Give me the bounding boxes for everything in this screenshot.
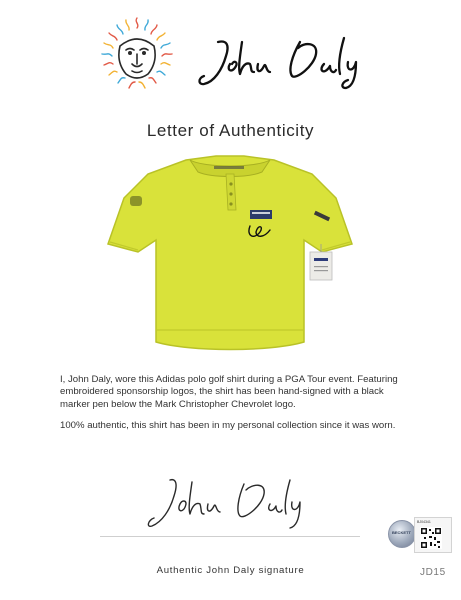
lion-face-icon — [96, 12, 178, 94]
letter-body — [60, 374, 405, 441]
body-paragraph-1: I, John Daly, wore this Adidas polo golf shirt during a PGA Tour event. Featuring embroidered sponsorship logos, the shirt has been hand-signed with a black marker pen below the Mark Christopher Chevrolet logo. — [60, 374, 398, 410]
body-paragraph-2: 100% authentic, this shirt has been in my personal collection since it was worn. — [60, 419, 396, 431]
signature-line — [100, 536, 360, 537]
item-code: JD15 — [420, 567, 446, 578]
header-signature — [196, 34, 366, 90]
hologram-text: BECKETT — [392, 530, 411, 535]
signature-caption: Authentic John Daly signature — [156, 565, 305, 576]
page-title: Letter of Authenticity — [146, 121, 315, 140]
certificate-sticker — [414, 517, 452, 553]
qr-code-icon — [420, 527, 442, 549]
certificate-id: BJ04341 — [417, 520, 431, 524]
polo-shirt-image — [100, 152, 360, 362]
footer-signature — [140, 472, 310, 532]
